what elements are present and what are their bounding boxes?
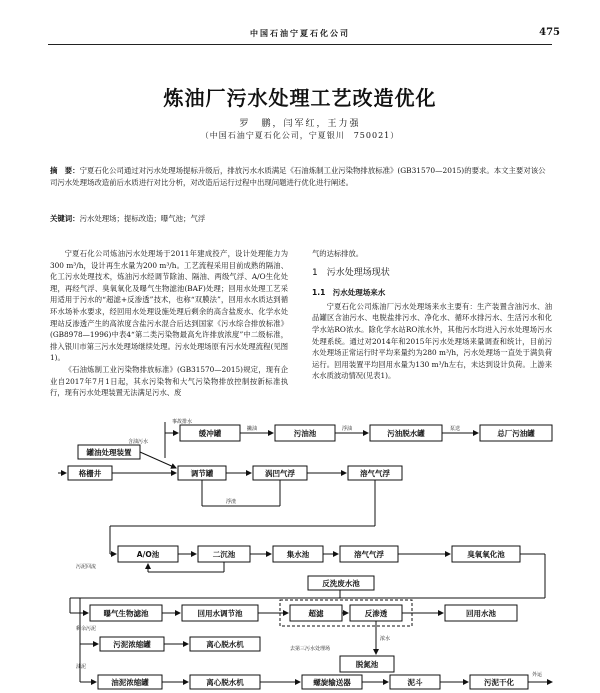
authors: 罗 鹏，闫军红，王力强 — [239, 119, 361, 129]
node-daf-2: 溶气气浮 — [354, 550, 384, 559]
affiliation: （中国石油宁夏石化公司，宁夏银川 750021） — [200, 131, 400, 140]
node-ultrafiltration: 超滤 — [308, 609, 324, 618]
column-right — [312, 248, 552, 382]
node-backwash-pool: 反洗废水池 — [322, 579, 360, 588]
journal-name: 中国石油宁夏石化公司 — [250, 28, 350, 38]
node-cavitation-flotation: 涡凹气浮 — [265, 469, 295, 478]
label-float-residue: 浮渣 — [226, 499, 237, 505]
node-ozone-pool: 臭氧氧化池 — [467, 550, 505, 559]
node-daf-1: 溶气气浮 — [360, 469, 390, 478]
label-concentrate: 浓水 — [380, 636, 391, 642]
node-reuse-pool: 回用水池 — [466, 609, 496, 618]
node-screw-conveyor: 螺旋输送器 — [313, 678, 351, 687]
label-float-oil: 浮油 — [342, 426, 353, 432]
node-grille-well: 格栅井 — [78, 469, 102, 478]
node-centrifuge-2: 离心脱水机 — [206, 678, 244, 687]
paragraph: 宁夏石化公司炼油厂污水处理场来水主要有：生产装置含油污水、油品罐区含油污水、电脱盐排污水、净化水、循环水排污水、生活污水和化学水站RO浓水。除化学水站RO浓水外，其他污水均进入污水处理场污水处理系统。通过对2014年和2015年污水处理场来量调查和统计，目前污水处理场正常运行时平均来量约为280 m³/h，污水处理场一直处于满负荷运行。回用装置平均回用水量为130 m³/h左右，未达到设计负荷。上游来水水质波动情况(见表1)。 — [312, 301, 552, 381]
label-pumped: 泵送 — [450, 426, 461, 432]
abstract-text: 宁夏石化公司通过对污水处理场提标升级后，排放污水水质满足《石油炼制工业污染物排放标准》(GB31570—2015)的要求。本文主要对该公司污水处理场改造前后水质进行对比分析，对改造后运行过程中出现问题进行优化进行阐述。 — [50, 166, 546, 187]
keywords-label: 关键词： — [50, 214, 80, 223]
node-oil-dewater-tank: 污油脱水罐 — [387, 429, 425, 438]
header-rule — [48, 44, 552, 45]
node-reverse-osmosis: 反渗透 — [364, 609, 388, 618]
node-tank-oil-unit: 罐油处理装置 — [86, 448, 132, 457]
abstract-label: 摘 要： — [50, 166, 80, 175]
node-reuse-equalization: 回用水调节池 — [197, 609, 243, 618]
paragraph: 宁夏石化公司炼油污水处理场于2011年建成投产，设计处理能力为300 m³/h，设计再生水量为200 m³/h。工艺流程采用目前成熟的隔油、化工污水处理技术，炼油污水经调节除油、隔油、两级气浮、A/O生化处理，再经气浮、臭氧氧化及曝气生物滤池(BAF)处理；回用水处理工艺采用适用于污水的“超滤+反渗透”技术，也称“双膜法”，回用水水质达到循环水场补水要求，经回用水处理设施处理后剩余的高含盐废水、化学水处理站反渗透产生的高浓度含盐污水混合后达到国家《污水综合排放标准》(GB8978—1996)中表4“第二类污染物最高允许排放浓度”中二级标准，排入银川市第三污水处理场继续处理。污水处理场原有污水处理流程(见图1)。 — [50, 249, 288, 363]
keywords — [50, 213, 550, 224]
label-oily-water: 含油污水 — [128, 439, 149, 445]
node-mud-hopper: 泥斗 — [407, 678, 423, 687]
running-header — [40, 28, 560, 40]
article-title: 炼油厂污水处理工艺改造优化 — [163, 86, 437, 110]
paragraph: 《石油炼制工业污染物排放标准》(GB31570—2015)规定，现有企业自2017年7月1日起，其水污染物和大气污染物排放控制按新标准执行，现有污水处理装置无法满足污水、废 — [50, 364, 288, 398]
node-ao-pool: A/O池 — [136, 550, 160, 559]
keywords-text: 污水处理场；提标改造；曝气池；气浮 — [79, 214, 206, 223]
subsection-heading: 1.1 污水处理场来水 — [312, 288, 386, 298]
label-sludge-return: 污泥回流 — [76, 564, 97, 570]
column-left — [50, 248, 288, 399]
node-waste-oil-pool: 污油池 — [293, 429, 317, 438]
node-centrifuge-1: 离心脱水机 — [206, 640, 244, 649]
label-emergency-drain: 事故排水 — [172, 419, 193, 425]
label-surplus-sludge: 剩余污泥 — [76, 626, 97, 632]
node-collection-pool: 集水池 — [286, 550, 310, 559]
node-baf: 曝气生物滤池 — [103, 609, 149, 618]
section-heading: 1 污水处理场现状 — [312, 267, 390, 278]
page-number: 475 — [539, 27, 560, 38]
label-to-third-plant: 去第三污水处理场 — [290, 646, 331, 652]
node-main-oil-tank: 总厂污油罐 — [497, 429, 535, 438]
node-oil-sludge-thickener: 油泥浓缩罐 — [111, 678, 149, 687]
node-buffer-tank: 缓冲罐 — [198, 429, 222, 438]
node-sludge-thickener: 污泥浓缩罐 — [113, 640, 151, 649]
abstract — [50, 165, 550, 188]
label-outward: 外运 — [532, 672, 543, 678]
label-oily-sludge: 油泥 — [76, 664, 87, 670]
node-equalization-tank: 调节罐 — [190, 469, 214, 478]
node-sludge-drying: 污泥干化 — [484, 678, 514, 687]
label-skim: 撇油 — [247, 426, 258, 432]
node-denitrification: 脱氮池 — [355, 660, 379, 669]
paragraph: 气的达标排放。 — [312, 249, 364, 258]
node-secondary-clarifier: 二沉池 — [212, 550, 236, 559]
process-flow-diagram — [40, 418, 560, 693]
